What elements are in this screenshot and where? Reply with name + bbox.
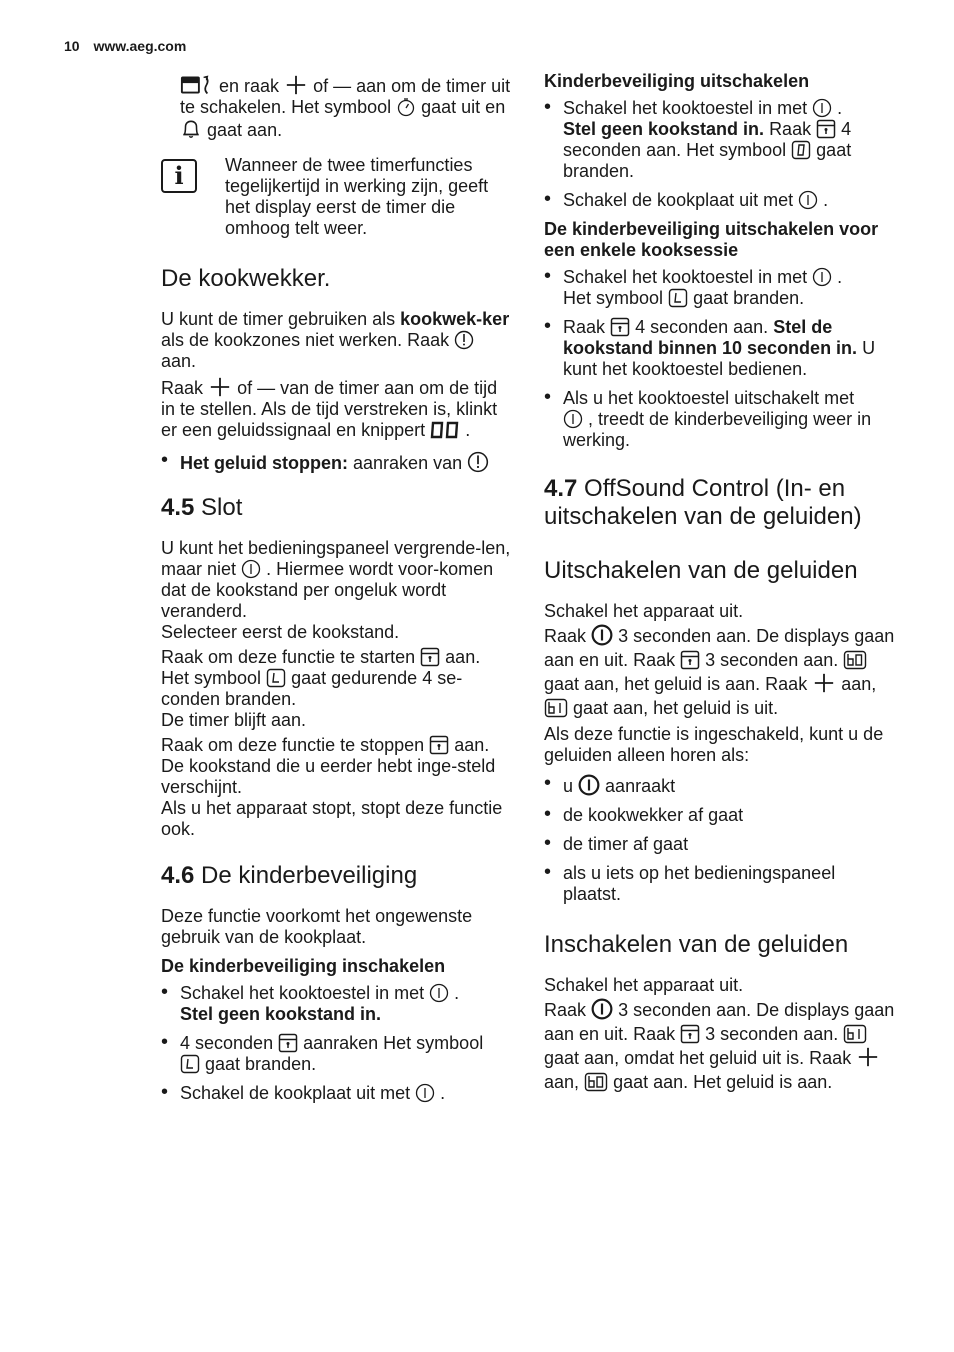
display-00-icon xyxy=(430,420,460,440)
list-item: • Het geluid stoppen: aanraken van xyxy=(161,451,513,474)
lock-icon xyxy=(420,647,440,667)
intro-text-2: of — aan om de timer uit te schakelen. Het symbool xyxy=(180,76,511,117)
lock-icon xyxy=(680,1024,700,1044)
lock-L-symbol-icon xyxy=(180,1054,200,1074)
info-text: Wanneer de twee timerfuncties tegelijkertijd in werking zijn, geeft het display eerst de timer die omhoog telt weer. xyxy=(225,155,489,238)
alarm-icon xyxy=(454,330,474,350)
power-icon xyxy=(812,98,832,118)
section-title-slot: 4.5 Slot xyxy=(161,494,243,521)
list-item: • de kookwekker af gaat xyxy=(544,805,896,826)
kinder-sub-inschakelen: De kinderbeveiliging inschakelen xyxy=(161,956,446,976)
list-item: • u aanraakt xyxy=(544,774,896,797)
plus-icon xyxy=(812,672,836,694)
power-icon xyxy=(812,267,832,287)
ingeluid-p2: Raak 3 seconden aan. De displays gaan aan en uit. Raak 3 seconden aan. gaat aan, omdat het geluid uit is. Raak aan, gaat aan. Het geluid is aan. xyxy=(544,1000,895,1092)
section-title-kookwekker: De kookwekker. xyxy=(161,265,331,292)
list-item: • Als u het kooktoestel uitschakelt met , treedt de kinderbeveiliging weer in werking. xyxy=(544,388,896,451)
display-b1-icon xyxy=(843,1024,867,1044)
kookwekker-p1: U kunt de timer gebruiken als kookwek-ker als de kookzones niet werken. Raak aan. xyxy=(161,309,510,371)
alarm-icon xyxy=(467,451,489,473)
timer-icon xyxy=(180,74,214,96)
kinder-sub-sessie: De kinderbeveiliging uitschakelen voor een enkele kooksessie xyxy=(544,219,879,260)
kookwekker-p2: Raak of — van de timer aan om de tijd in te stellen. Als de tijd verstreken is, klinkt er een geluidssignaal en knippert . xyxy=(161,378,498,440)
lock-icon xyxy=(278,1033,298,1053)
lock-L-symbol-icon xyxy=(668,288,688,308)
power-icon xyxy=(591,998,613,1020)
uitgeluid-p3: Als deze functie is ingeschakeld, kunt u de geluiden alleen horen als: xyxy=(544,724,884,765)
intro-text-4: gaat aan. xyxy=(207,120,283,140)
list-item: • Schakel de kookplaat uit met . xyxy=(544,190,896,211)
info-icon: i xyxy=(161,159,197,193)
lock-icon xyxy=(816,119,836,139)
bell-icon xyxy=(180,118,202,140)
kinder-p1: Deze functie voorkomt het ongewenste gebruik van de kookplaat. xyxy=(161,906,473,947)
page-header xyxy=(64,38,186,54)
plus-icon xyxy=(284,74,308,96)
power-icon xyxy=(563,409,583,429)
power-icon xyxy=(241,559,261,579)
section-title-uitschakelen-geluiden: Uitschakelen van de geluiden xyxy=(544,557,858,584)
left-column xyxy=(161,74,513,1112)
site-url: www.aeg.com xyxy=(93,38,187,54)
timer-intro xyxy=(161,74,513,141)
list-item: • Schakel de kookplaat uit met . xyxy=(161,1083,513,1104)
list-item: • als u iets op het bedieningspaneel plaatst. xyxy=(544,863,896,905)
uitgeluid-p1: Schakel het apparaat uit. xyxy=(544,601,744,621)
section-title-kinderbeveiliging: 4.6 De kinderbeveiliging xyxy=(161,862,418,889)
display-b0-icon xyxy=(584,1072,608,1092)
power-icon xyxy=(591,624,613,646)
page-number: 10 xyxy=(64,38,80,54)
lock-icon xyxy=(429,735,449,755)
section-title-offsound: 4.7 OffSound Control (In- en uitschakelen van de geluiden) xyxy=(544,475,862,530)
display-b1-icon xyxy=(544,698,568,718)
display-0-icon xyxy=(791,140,811,160)
info-note xyxy=(161,155,513,239)
power-icon xyxy=(429,983,449,1003)
uitgeluid-p2: Raak 3 seconden aan. De displays gaan aan en uit. Raak 3 seconden aan. gaat aan, het geluid is aan. Raak aan, gaat aan, het geluid is uit. xyxy=(544,626,895,718)
power-icon xyxy=(578,774,600,796)
list-item: • 4 seconden aanraken Het symbool gaat branden. xyxy=(161,1033,513,1075)
list-item: • Schakel het kooktoestel in met . Stel geen kookstand in. xyxy=(161,983,513,1025)
plus-icon xyxy=(208,376,232,398)
kinder-sub-uitschakelen: Kinderbeveiliging uitschakelen xyxy=(544,71,810,91)
list-item: • Schakel het kooktoestel in met . Stel geen kookstand in. Raak 4 seconden aan. Het symbool gaat branden. xyxy=(544,98,896,182)
display-b0-icon xyxy=(843,650,867,670)
list-item: • Raak 4 seconden aan. Stel de kookstand binnen 10 seconden in. U kunt het kooktoestel bedienen. xyxy=(544,317,896,380)
plus-icon xyxy=(856,1046,880,1068)
lock-icon xyxy=(610,317,630,337)
list-item: • Schakel het kooktoestel in met . Het symbool gaat branden. xyxy=(544,267,896,309)
power-icon xyxy=(798,190,818,210)
intro-text-1: en raak xyxy=(219,76,280,96)
lock-icon xyxy=(680,650,700,670)
ingeluid-p1: Schakel het apparaat uit. xyxy=(544,975,744,995)
list-item: • de timer af gaat xyxy=(544,834,896,855)
intro-text-3: gaat uit en xyxy=(421,97,506,117)
slot-p3: Raak om deze functie te stoppen aan. De kookstand die u eerder hebt inge-steld verschijnt. Als u het apparaat stopt, stopt deze functie ook. xyxy=(161,735,503,839)
power-icon xyxy=(415,1083,435,1103)
slot-p1: U kunt het bedieningspaneel vergrende-len, maar niet . Hiermee wordt voor-komen dat de kookstand per ongeluk wordt veranderd. Selecteer eerst de kookstand. xyxy=(161,538,511,642)
right-column xyxy=(544,71,896,1098)
lock-L-symbol-icon xyxy=(266,668,286,688)
slot-p2: Raak om deze functie te starten aan. Het symbool gaat gedurende 4 se-conden branden. De timer blijft aan. xyxy=(161,647,481,730)
section-title-inschakelen-geluiden: Inschakelen van de geluiden xyxy=(544,931,849,958)
stopwatch-icon xyxy=(396,97,416,117)
